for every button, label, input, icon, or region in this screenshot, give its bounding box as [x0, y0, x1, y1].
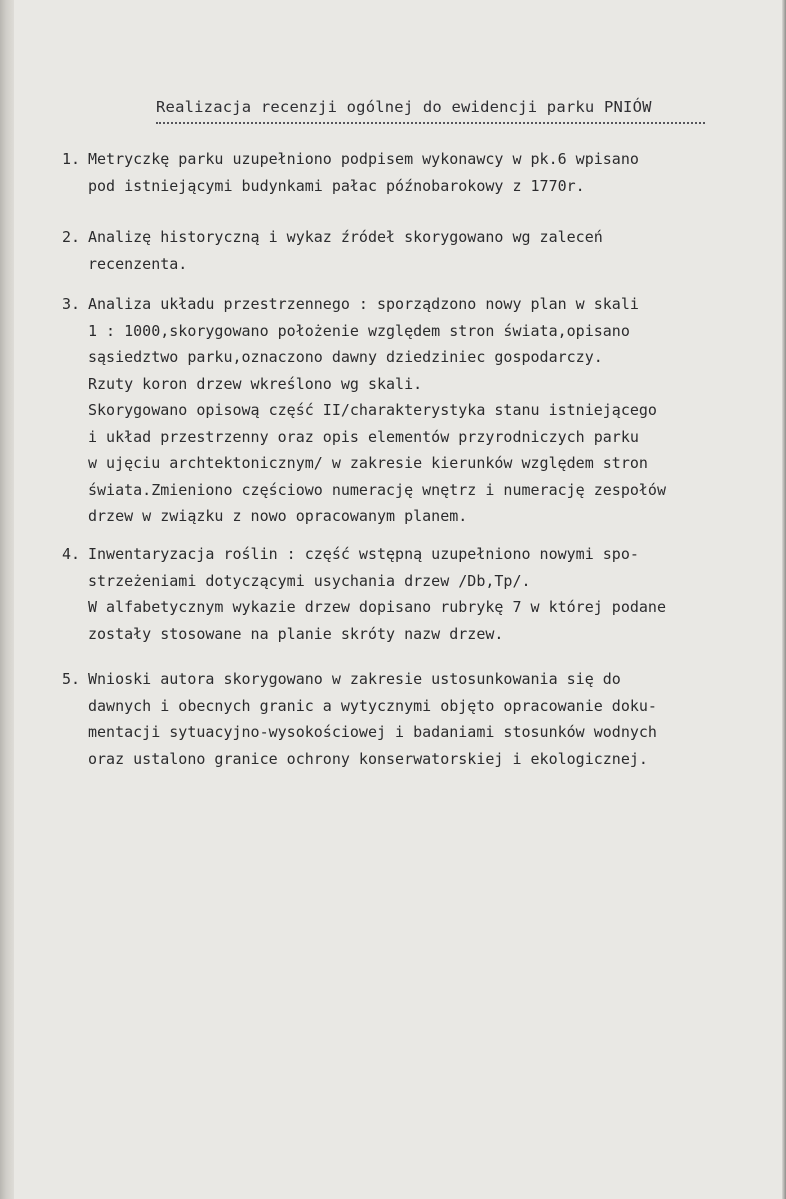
item-line: strzeżeniami dotyczącymi usychania drzew /Db,Tp/. — [88, 571, 531, 590]
item-line: 1 : 1000,skorygowano położenie względem stron świata,opisano — [88, 321, 630, 340]
item-line: sąsiedztwo parku,oznaczono dawny dziedziniec gospodarczy. — [88, 348, 603, 366]
item-line: drzew w związku z nowo opracowanym planem. — [88, 507, 468, 525]
item-number: 3. — [62, 295, 81, 313]
item-number: 1. — [62, 150, 81, 168]
item-number: 5. — [62, 670, 81, 688]
item-line: recenzenta. — [88, 254, 188, 273]
page-right-edge — [782, 0, 786, 1199]
item-line: mentacji sytuacyjno-wysokościowej i badaniami stosunków wodnych — [88, 723, 657, 741]
item-text — [88, 224, 603, 277]
item-line: świata.Zmieniono częściowo numerację wnętrz i numerację zespołów — [88, 480, 666, 499]
page-binding-edge — [0, 0, 14, 1199]
item-line: zostały stosowane na planie skróty nazw drzew. — [88, 624, 504, 643]
item-line: Rzuty koron drzew wkreślono wg skali. — [88, 374, 423, 393]
item-line: w ujęciu archtektonicznym/ w zakresie kierunków względem stron — [88, 454, 648, 472]
item-text — [88, 666, 657, 772]
item-number: 4. — [62, 545, 81, 563]
item-line: oraz ustalono granice ochrony konserwatorskiej i ekologicznej. — [88, 749, 648, 768]
item-text — [88, 146, 639, 199]
item-line: pod istniejącymi budynkami pałac późnobarokowy z 1770r. — [88, 176, 585, 195]
item-line: Analizę historyczną i wykaz źródeł skorygowano wg zaleceń — [88, 228, 603, 246]
item-line: i układ przestrzenny oraz opis elementów przyrodniczych parku — [88, 427, 639, 446]
item-line: dawnych i obecnych granic a wytycznymi objęto opracowanie doku- — [88, 696, 657, 715]
document-title: Realizacja recenzji ogólnej do ewidencji parku PNIÓW — [156, 98, 652, 116]
item-line: Wnioski autora skorygowano w zakresie ustosunkowania się do — [88, 670, 621, 688]
item-number: 2. — [62, 228, 81, 246]
item-line: Inwentaryzacja roślin : część wstępną uzupełniono nowymi spo- — [88, 545, 639, 563]
item-text — [88, 291, 666, 530]
item-line: Metryczkę parku uzupełniono podpisem wykonawcy w pk.6 wpisano — [88, 150, 639, 168]
item-text — [88, 541, 666, 647]
item-line: Analiza układu przestrzennego : sporządzono nowy plan w skali — [88, 295, 639, 313]
title-underline — [156, 122, 705, 124]
item-line: W alfabetycznym wykazie drzew dopisano rubrykę 7 w której podane — [88, 598, 666, 616]
item-line: Skorygowano opisową część II/charakterystyka stanu istniejącego — [88, 401, 657, 419]
